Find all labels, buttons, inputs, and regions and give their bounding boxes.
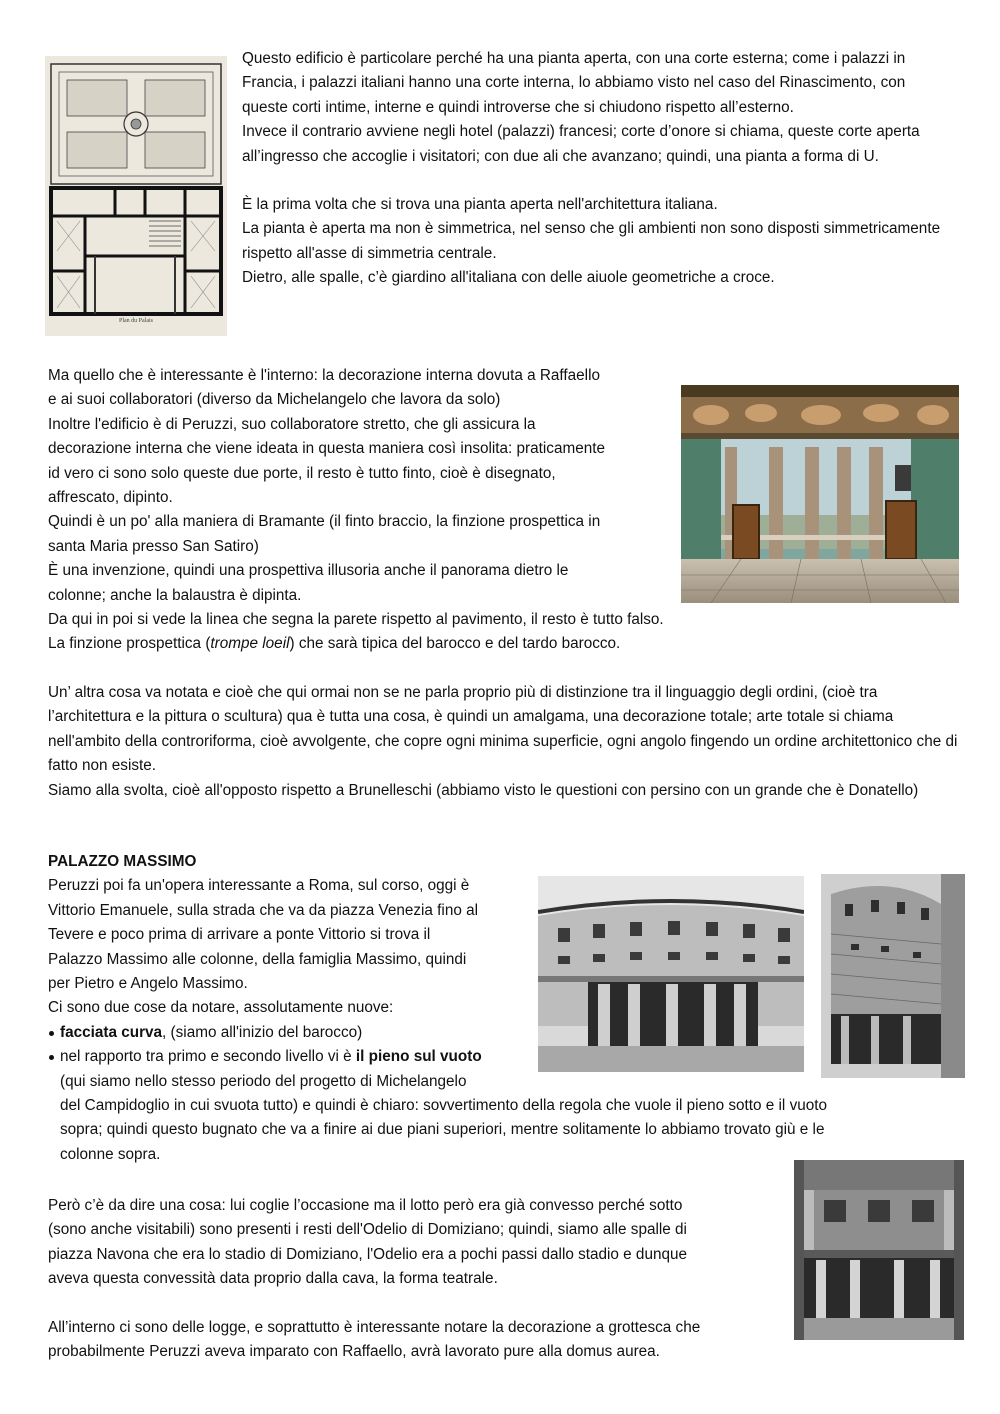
text-line: affrescato, dipinto. bbox=[48, 489, 173, 507]
bold-term: facciata curva bbox=[60, 1023, 163, 1041]
text-line: Peruzzi poi fa un'opera interessante a Roma, sul corso, oggi è bbox=[48, 877, 470, 895]
text-line: Ma quello che è interessante è l'interno: la decorazione interna dovuta a Raffaello bbox=[48, 367, 600, 384]
palazzo-massimo-text bbox=[48, 850, 928, 1167]
text-line: e ai suoi collaboratori (diverso da Michelangelo che lavora da solo) bbox=[48, 391, 501, 409]
text-line: Inoltre l'edificio è di Peruzzi, suo collaboratore stretto, che gli assicura la bbox=[48, 415, 536, 433]
text-line bbox=[48, 632, 748, 656]
palace-plan-figure bbox=[45, 56, 227, 336]
text-line: piazza Navona che era lo stadio di Domiziano, l'Odelio era a pochi passi dallo stadio e dunque bbox=[48, 1245, 687, 1263]
paragraph: È la prima volta che si trova una pianta aperta nell'architettura italiana. bbox=[242, 196, 718, 214]
intro-text bbox=[242, 47, 954, 291]
text-line: colonne sopra. bbox=[60, 1145, 161, 1163]
text-segment: , (siamo all'inizio del barocco) bbox=[162, 1023, 363, 1041]
italic-term: trompe loeil bbox=[210, 635, 290, 653]
text-line: probabilmente Peruzzi aveva imparato con Raffaello, avrà lavorato pure alla domus aurea. bbox=[48, 1343, 660, 1361]
odeion-text bbox=[48, 1194, 788, 1364]
text-line: Vittorio Emanuele, sulla strada che va da piazza Venezia fino al bbox=[48, 901, 478, 919]
text-line: decorazione interna che viene ideata in questa maniera così insolita: praticamente bbox=[48, 440, 605, 458]
paragraph: Dietro, alle spalle, c’è giardino all'italiana con delle aiuole geometriche a croce. bbox=[242, 269, 775, 287]
palazzo-massimo-courtyard-photo bbox=[794, 1160, 964, 1340]
text-line: sopra; quindi questo bugnato che va a finire ai due piani superiori, mentre solitamente lo abbiamo trovato giù e le bbox=[60, 1121, 825, 1139]
text-line: (sono anche visitabili) sono presenti i resti dell'Odelio di Domiziano; quindi, siamo alle spalle di bbox=[48, 1221, 687, 1239]
paragraph: Siamo alla svolta, cioè all'opposto rispetto a Brunelleschi (abbiamo visto le questioni con persino con un grande che è Donatello) bbox=[48, 781, 919, 799]
text-line: per Pietro e Angelo Massimo. bbox=[48, 975, 248, 993]
bullet-item bbox=[48, 1021, 928, 1045]
text-line: Però c’è da dire una cosa: lui coglie l’occasione ma il lotto però era già convesso perché sotto bbox=[48, 1197, 683, 1214]
text-line: Palazzo Massimo alle colonne, della famiglia Massimo, quindi bbox=[48, 950, 467, 968]
text-segment: La finzione prospettica ( bbox=[48, 635, 211, 653]
text-line: del Campidoglio in cui svuota tutto) e quindi è chiaro: sovvertimento della regola che vuole il pieno sotto e il vuoto bbox=[60, 1097, 827, 1115]
text-line: Quindi è un po' alla maniera di Bramante (il finto braccio, la finzione prospettica in bbox=[48, 513, 601, 531]
text-line: id vero ci sono solo queste due porte, il resto è tutto finto, cioè è disegnato, bbox=[48, 464, 556, 482]
bold-term: il pieno sul vuoto bbox=[355, 1048, 482, 1066]
total-art-text bbox=[48, 681, 958, 803]
text-line: È una invenzione, quindi una prospettiva illusoria anche il panorama dietro le bbox=[48, 562, 569, 580]
section-heading: PALAZZO MASSIMO bbox=[48, 853, 197, 870]
text-line: Da qui in poi si vede la linea che segna la parete rispetto al pavimento, il resto è tutto falso. bbox=[48, 611, 664, 629]
paragraph: Invece il contrario avviene negli hotel (palazzi) francesi; corte d’onore si chiama, queste corte aperta all’ingresso che accoglie i visitatori; con due ali che avanzano; quindi, una pianta a forma di U. bbox=[242, 123, 920, 165]
text-segment: nel rapporto tra primo e secondo livello vi è bbox=[60, 1048, 356, 1066]
text-line: All’interno ci sono delle logge, e soprattutto è interessante notare la decorazione a grottesca che bbox=[48, 1318, 701, 1336]
text-line: (qui siamo nello stesso periodo del progetto di Michelangelo bbox=[60, 1072, 467, 1090]
text-line: Tevere e poco prima di arrivare a ponte Vittorio si trova il bbox=[48, 926, 431, 944]
text-line: aveva questa convessità data proprio dalla cava, la forma teatrale. bbox=[48, 1270, 498, 1288]
paragraph: Un’ altra cosa va notata e cioè che qui ormai non se ne parla proprio più di distinzione tra il linguaggio degli ordini, (cioè tra l’architettura e la pittura o scultura) qua è tutta una cosa, è quindi un amalgama, una decorazione totale; arte totale si chiama nell'ambito della controriforma, cioè avvolgente, che copre ogni minima superficie, ogni angolo fingendo un ordine architettonico che di fatto non esiste. bbox=[48, 684, 958, 775]
text-line: santa Maria presso San Satiro) bbox=[48, 537, 259, 555]
text-line: colonne; anche la balaustra è dipinta. bbox=[48, 586, 302, 604]
plan-caption: Plan du Palais bbox=[119, 318, 153, 324]
paragraph: La pianta è aperta ma non è simmetrica, nel senso che gli ambienti non sono disposti simmetricamente rispetto all'asse di simmetria centrale. bbox=[242, 220, 941, 262]
text-segment: ) che sarà tipica del barocco e del tardo barocco. bbox=[289, 635, 621, 653]
paragraph: Questo edificio è particolare perché ha una pianta aperta, con una corte esterna; come i palazzi in Francia, i palazzi italiani hanno una corte interna, lo abbiamo visto nel caso del Rinascimento, con queste corti intime, interne e quindi introverse che si chiudono rispetto all’esterno. bbox=[242, 50, 906, 116]
interior-text bbox=[48, 364, 748, 657]
bullet-item bbox=[48, 1045, 928, 1069]
text-line: Ci sono due cose da notare, assolutamente nuove: bbox=[48, 999, 394, 1017]
